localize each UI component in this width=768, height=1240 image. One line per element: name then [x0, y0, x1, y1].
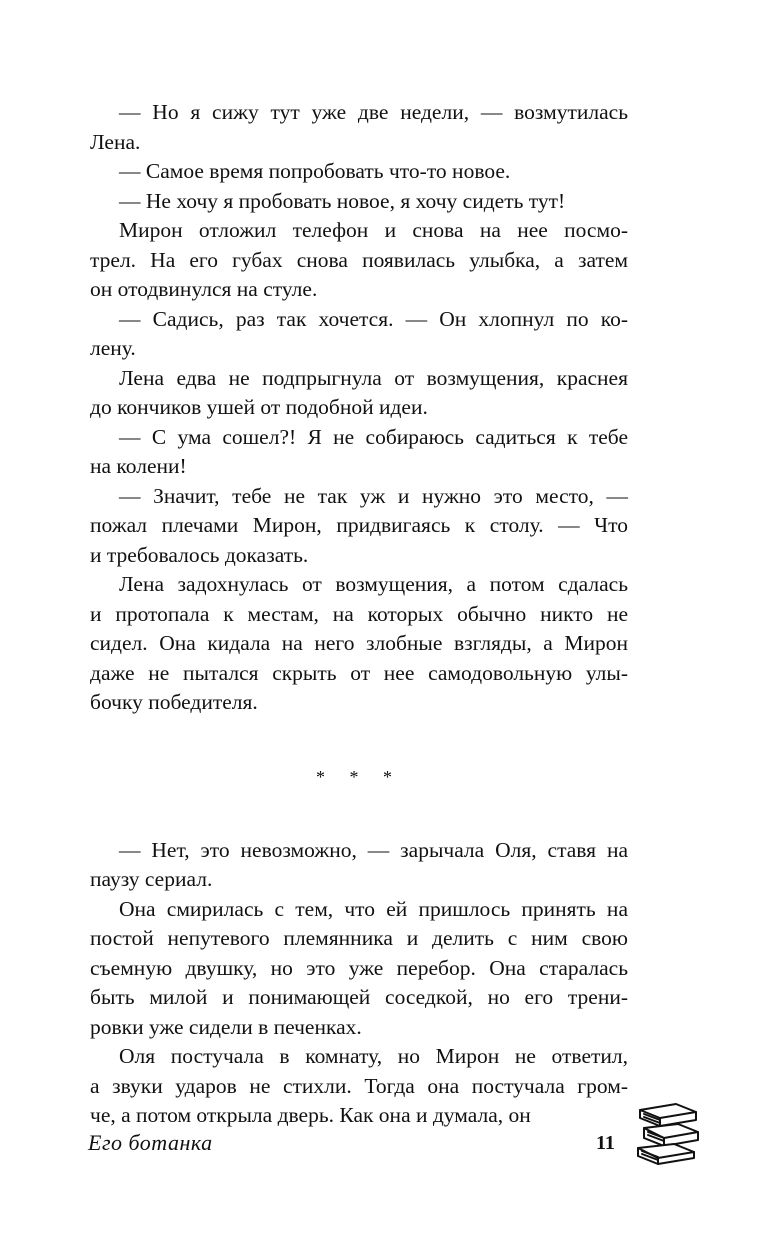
text-line: постой непутевого племянника и делить с ним свою — [90, 926, 628, 950]
page-body — [90, 98, 628, 1131]
text-line: — Нет, это невозможно, — зарычала Оля, ставя на — [119, 837, 628, 862]
text-line: съемную двушку, но это уже перебор. Она старалась — [90, 955, 628, 980]
text-section-before-separator — [90, 98, 628, 718]
text-line: Лена. — [90, 129, 141, 154]
paragraph — [90, 482, 628, 571]
text-line: Мирон отложил телефон и снова на нее посмо- — [119, 218, 628, 242]
text-line: — Не хочу я пробовать новое, я хочу сидеть тут! — [119, 188, 566, 213]
text-line: паузу сериал. — [90, 867, 213, 891]
paragraph — [90, 364, 628, 423]
text-line: Оля постучала в комнату, но Мирон не ответил, — [119, 1044, 628, 1068]
paragraph — [90, 98, 628, 157]
paragraph — [90, 836, 628, 895]
page-number: 11 — [596, 1132, 615, 1154]
text-line: ровки уже сидели в печенках. — [90, 1014, 362, 1039]
paragraph — [90, 305, 628, 364]
text-line: — Садись, раз так хочется. — Он хлопнул по ко- — [119, 306, 628, 331]
text-section-after-separator — [90, 836, 628, 1131]
paragraph — [90, 187, 628, 217]
text-line: а звуки ударов не стихли. Тогда она постучала гром- — [90, 1073, 628, 1098]
books-stack-icon — [632, 1098, 704, 1170]
paragraph — [90, 570, 628, 718]
text-line: на колени! — [90, 454, 187, 478]
paragraph — [90, 895, 628, 1043]
text-line: — Значит, тебе не так уж и нужно это место, — — [119, 483, 628, 508]
text-line: он отодвинулся на стуле. — [90, 277, 318, 301]
text-line: Лена задохнулась от возмущения, а потом сдалась — [119, 572, 628, 596]
paragraph — [90, 216, 628, 305]
section-separator: * * * — [316, 766, 402, 787]
paragraph — [90, 423, 628, 482]
text-line: лену. — [90, 336, 136, 360]
text-line: бочку победителя. — [90, 690, 258, 714]
paragraph — [90, 1042, 628, 1131]
text-line: — Но я сижу тут уже две недели, — возмутилась — [119, 100, 628, 124]
text-line: пожал плечами Мирон, придвигаясь к столу. — Что — [90, 513, 628, 537]
text-line: и протопала к местам, на которых обычно никто не — [90, 601, 628, 626]
text-line: сидел. Она кидала на него злобные взгляды, а Мирон — [90, 631, 628, 655]
text-line: трел. На его губах снова появилась улыбка, а затем — [90, 247, 628, 272]
text-line: Она смирилась с тем, что ей пришлось принять на — [119, 896, 628, 921]
text-line: Лена едва не подпрыгнула от возмущения, краснея — [119, 365, 628, 390]
running-footer-book-title: Его ботанка — [88, 1130, 213, 1155]
text-line: че, а потом открыла дверь. Как она и думала, он — [90, 1103, 531, 1127]
text-line: — С ума сошел?! Я не собираюсь садиться к тебе — [119, 424, 628, 449]
text-line: быть милой и понимающей соседкой, но его трени- — [90, 985, 628, 1009]
text-line: даже не пытался скрыть от нее самодовольную улы- — [90, 660, 628, 685]
text-line: — Самое время попробовать что-то новое. — [119, 159, 511, 183]
paragraph — [90, 157, 628, 187]
text-line: до кончиков ушей от подобной идеи. — [90, 395, 428, 419]
text-line: и требовалось доказать. — [90, 542, 309, 567]
